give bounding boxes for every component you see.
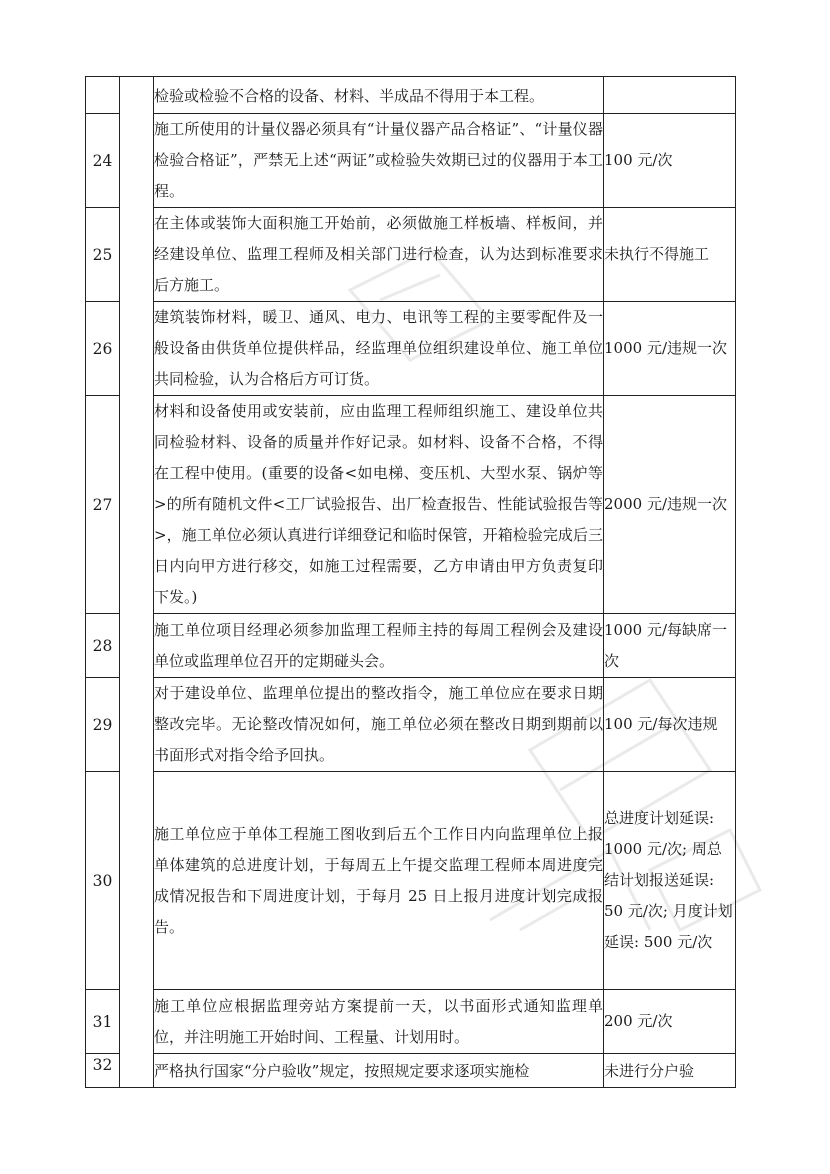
table-row xyxy=(86,990,736,1054)
penalty-text: 未执行不得施工 xyxy=(604,208,736,302)
row-number: 27 xyxy=(86,396,120,614)
rule-text: 在主体或装饰大面积施工开始前，必须做施工样板墙、样板间，并经建设单位、监理工程师及相关部门进行检查，认为达到标准要求后方施工。 xyxy=(154,208,604,302)
table-row xyxy=(86,396,736,614)
rule-text: 检验或检验不合格的设备、材料、半成品不得用于本工程。 xyxy=(154,77,604,114)
penalty-text: 总进度计划延误: 1000 元/次; 周总结计划报送延误: 50 元/次; 月度计划延误: 500 元/次 xyxy=(604,772,736,990)
rules-table xyxy=(85,76,736,1088)
rule-text: 施工单位项目经理必须参加监理工程师主持的每周工程例会及建设单位或监理单位召开的定期碰头会。 xyxy=(154,614,604,678)
table-row xyxy=(86,772,736,990)
table-row xyxy=(86,1054,736,1088)
penalty-text: 200 元/次 xyxy=(604,990,736,1054)
penalty-text: 100 元/每次违规 xyxy=(604,678,736,772)
row-number: 28 xyxy=(86,614,120,678)
table-row xyxy=(86,302,736,396)
rule-text: 对于建设单位、监理单位提出的整改指令，施工单位应在要求日期整改完毕。无论整改情况如何，施工单位必须在整改日期到期前以书面形式对指令给予回执。 xyxy=(154,678,604,772)
rule-text: 建筑装饰材料，暖卫、通风、电力、电讯等工程的主要零配件及一般设备由供货单位提供样品，经监理单位组织建设单位、施工单位共同检验，认为合格后方可订货。 xyxy=(154,302,604,396)
table-row xyxy=(86,114,736,208)
penalty-text: 未进行分户验 xyxy=(604,1054,736,1088)
row-number: 32 xyxy=(86,1054,120,1088)
merged-category-cell xyxy=(120,77,154,1088)
rule-text: 施工所使用的计量仪器必须具有“计量仪器产品合格证”、“计量仪器检验合格证”，严禁无上述“两证”或检验失效期已过的仪器用于本工程。 xyxy=(154,114,604,208)
row-number: 30 xyxy=(86,772,120,990)
row-number: 31 xyxy=(86,990,120,1054)
rule-text: 严格执行国家“分户验收”规定，按照规定要求逐项实施检 xyxy=(154,1054,604,1088)
rule-text: 施工单位应于单体工程施工图收到后五个工作日内向监理单位上报单体建筑的总进度计划，于每周五上午提交监理工程师本周进度完成情况报告和下周进度计划，于每月 25 日上报月进度计划完成报告。 xyxy=(154,772,604,990)
penalty-text: 100 元/次 xyxy=(604,114,736,208)
table-row xyxy=(86,208,736,302)
row-number-cell xyxy=(86,77,120,114)
penalty-text: 2000 元/违规一次 xyxy=(604,396,736,614)
row-number: 26 xyxy=(86,302,120,396)
table-row xyxy=(86,678,736,772)
table-row xyxy=(86,614,736,678)
rule-text: 材料和设备使用或安装前，应由监理工程师组织施工、建设单位共同检验材料、设备的质量并作好记录。如材料、设备不合格，不得在工程中使用。(重要的设备<如电梯、变压机、大型水泵、锅炉等>的所有随机文件<工厂试验报告、出厂检查报告、性能试验报告等>，施工单位必须认真进行详细登记和临时保管，开箱检验完成后三日内向甲方进行移交，如施工过程需要，乙方申请由甲方负责复印下发。) xyxy=(154,396,604,614)
penalty-text: 1000 元/每缺席一次 xyxy=(604,614,736,678)
row-number: 29 xyxy=(86,678,120,772)
table-row xyxy=(86,77,736,114)
row-number: 25 xyxy=(86,208,120,302)
rule-text: 施工单位应根据监理旁站方案提前一天，以书面形式通知监理单位，并注明施工开始时间、工程量、计划用时。 xyxy=(154,990,604,1054)
penalty-text: 1000 元/违规一次 xyxy=(604,302,736,396)
row-number: 24 xyxy=(86,114,120,208)
penalty-cell xyxy=(604,77,736,114)
